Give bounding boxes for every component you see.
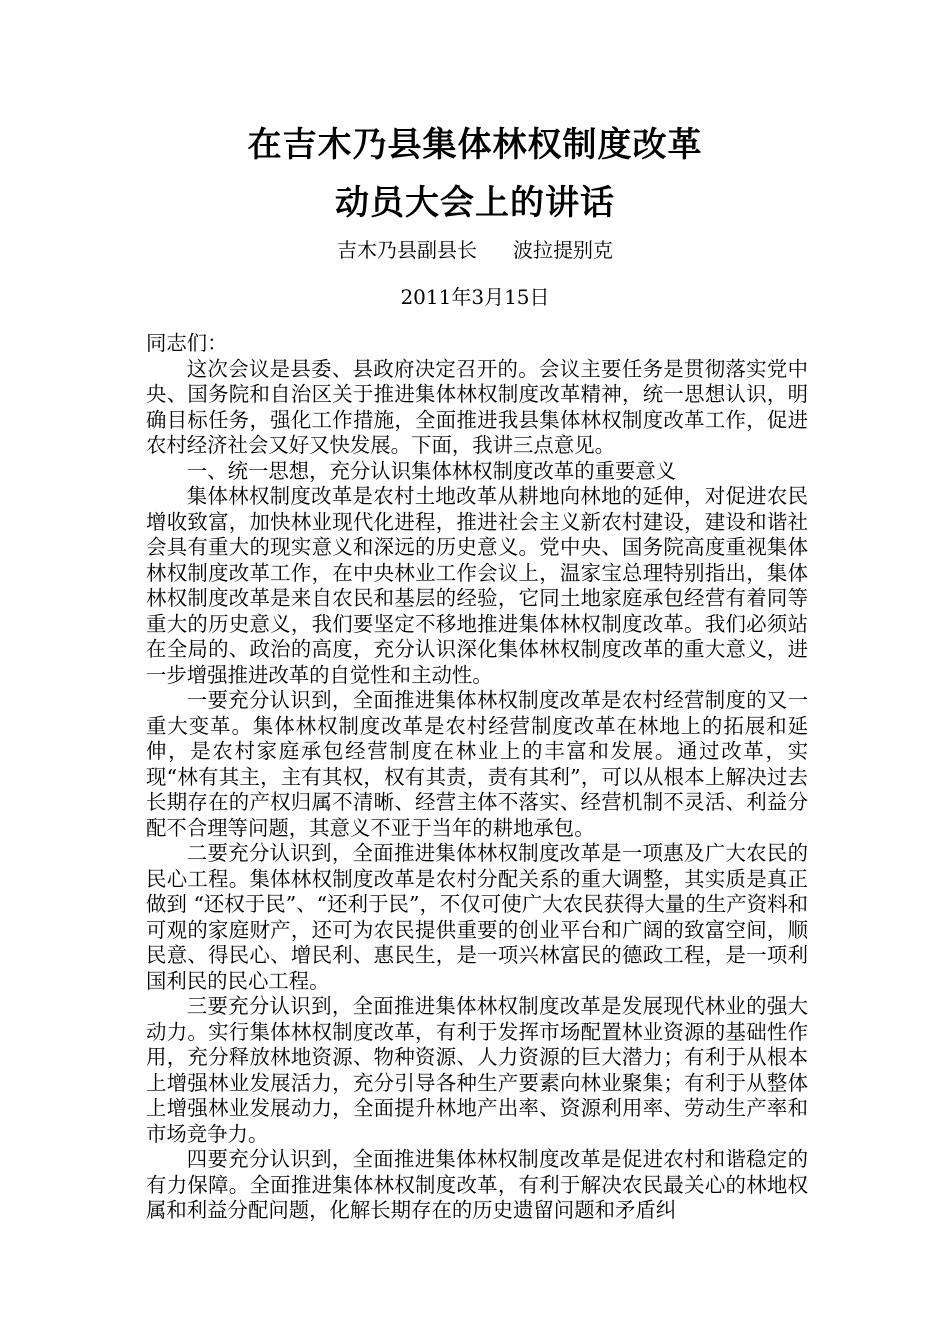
author-byline <box>0 237 950 263</box>
document-body <box>146 331 808 1224</box>
paragraph-point-3: 三要充分认识到，全面推进集体林权制度改革是发展现代林业的强大动力。实行集体林权制度改革，有利于发挥市场配置林业资源的基础性作用，充分释放林地资源、物种资源、人力资源的巨大潜力；有利于从根本上增强林业发展活力，充分引导各种生产要素向林业聚集；有利于从整体上增强林业发展动力，全面提升林地产出率、资源利用率、劳动生产率和市场竞争力。 <box>146 994 808 1146</box>
section-heading-1: 一、统一思想，充分认识集体林权制度改革的重要意义 <box>186 458 677 483</box>
document-title-line-1: 在吉木乃县集体林权制度改革 <box>247 125 703 165</box>
document-title-line-2: 动员大会上的讲话 <box>335 183 615 223</box>
salutation: 同志们： <box>146 331 228 355</box>
author-name: 波拉提别克 <box>513 238 613 262</box>
paragraph-point-1: 一要充分认识到，全面推进集体林权制度改革是农村经营制度的又一重大变革。集体林权制度改革是农村经营制度改革在林地上的拓展和延伸，是农村家庭承包经营制度在林业上的丰富和发展。通过改革，实现“林有其主，主有其权，权有其责，责有其利”，可以从根本上解决过去长期存在的产权归属不清晰、经营主体不落实、经营机制不灵活、利益分配不合理等问题，其意义不亚于当年的耕地承包。 <box>146 688 808 840</box>
author-role: 吉木乃县副县长 <box>337 238 477 262</box>
paragraph-point-2: 二要充分认识到，全面推进集体林权制度改革是一项惠及广大农民的民心工程。集体林权制度改革是农村分配关系的重大调整，其实质是真正做到 “还权于民”、“还利于民”，不仅可使广大农民获得大量的生产资料和可观的家庭财产，还可为农民提供重要的创业平台和广阔的致富空间，顺民意、得民心、增民利、惠民生，是一项兴林富民的德政工程，是一项利国利民的民心工程。 <box>146 841 808 993</box>
speech-date: 2011年3月15日 <box>400 285 550 309</box>
paragraph-point-4: 四要充分认识到，全面推进集体林权制度改革是促进农村和谐稳定的有力保障。全面推进集体林权制度改革，有利于解决农民最关心的林地权属和利益分配问题，化解长期存在的历史遗留问题和矛盾纠 <box>146 1147 808 1222</box>
paragraph-intro: 这次会议是县委、县政府决定召开的。会议主要任务是贯彻落实党中央、国务院和自治区关于推进集体林权制度改革精神，统一思想认识，明确目标任务，强化工作措施，全面推进我县集体林权制度改革工作，促进农村经济社会又好又快发展。下面，我讲三点意见。 <box>146 356 808 457</box>
paragraph-significance: 集体林权制度改革是农村土地改革从耕地向林地的延伸，对促进农民增收致富，加快林业现代化进程，推进社会主义新农村建设，建设和谐社会具有重大的现实意义和深远的历史意义。党中央、国务院高度重视集体林权制度改革工作，在中央林业工作会议上，温家宝总理特别指出，集体林权制度改革是来自农民和基层的经验，它同土地家庭承包经营有着同等重大的历史意义，我们要坚定不移地推进集体林权制度改革。我们必须站在全局的、政治的高度，充分认识深化集体林权制度改革的重大意义，进一步增强推进改革的自觉性和主动性。 <box>146 484 808 687</box>
